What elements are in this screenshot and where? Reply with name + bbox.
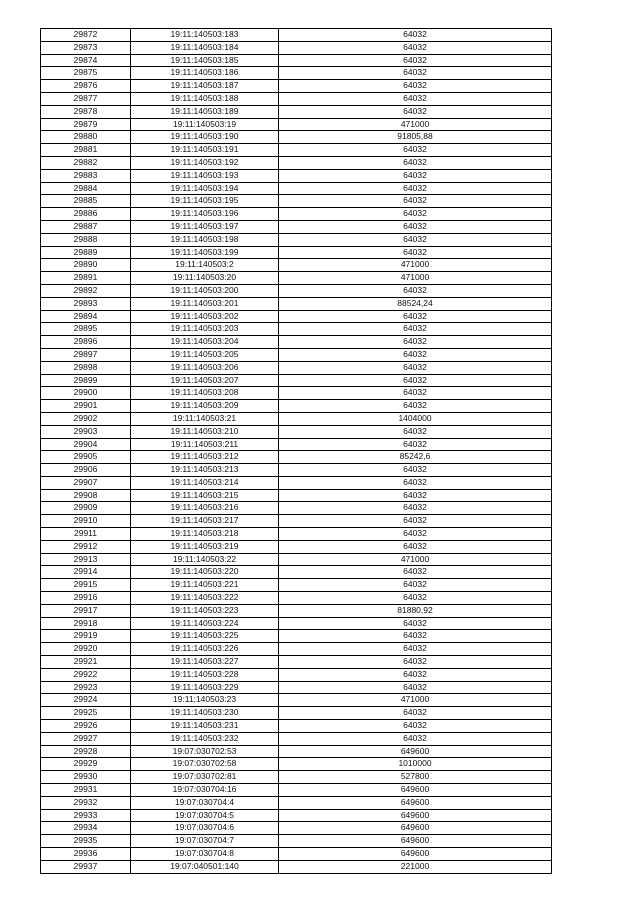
cadastral-number-cell: 19:11:140503:19 <box>131 118 279 131</box>
table-row <box>41 860 552 873</box>
row-number-cell: 29933 <box>41 809 131 822</box>
value-cell: 64032 <box>279 656 552 669</box>
row-number-cell: 29913 <box>41 553 131 566</box>
table-row <box>41 348 552 361</box>
row-number-cell: 29883 <box>41 169 131 182</box>
table-row <box>41 29 552 42</box>
cadastral-number-cell: 19:07:030704:4 <box>131 796 279 809</box>
row-number-cell: 29920 <box>41 643 131 656</box>
table-row <box>41 387 552 400</box>
value-cell: 91805,88 <box>279 131 552 144</box>
cadastral-number-cell: 19:11:140503:200 <box>131 284 279 297</box>
table-row <box>41 41 552 54</box>
row-number-cell: 29877 <box>41 92 131 105</box>
row-number-cell: 29878 <box>41 105 131 118</box>
value-cell: 1010000 <box>279 758 552 771</box>
row-number-cell: 29901 <box>41 400 131 413</box>
value-cell: 64032 <box>279 528 552 541</box>
cadastral-number-cell: 19:11:140503:197 <box>131 220 279 233</box>
value-cell: 64032 <box>279 92 552 105</box>
cadastral-number-cell: 19:11:140503:217 <box>131 515 279 528</box>
row-number-cell: 29886 <box>41 208 131 221</box>
value-cell: 649600 <box>279 822 552 835</box>
cadastral-number-cell: 19:07:030702:53 <box>131 745 279 758</box>
table-row <box>41 105 552 118</box>
table-row <box>41 233 552 246</box>
value-cell: 64032 <box>279 182 552 195</box>
data-table <box>40 28 552 874</box>
cadastral-number-cell: 19:11:140503:229 <box>131 681 279 694</box>
value-cell: 64032 <box>279 732 552 745</box>
value-cell: 64032 <box>279 438 552 451</box>
value-cell: 64032 <box>279 195 552 208</box>
table-row <box>41 412 552 425</box>
row-number-cell: 29908 <box>41 489 131 502</box>
value-cell: 64032 <box>279 67 552 80</box>
table-row <box>41 553 552 566</box>
row-number-cell: 29928 <box>41 745 131 758</box>
table-row <box>41 118 552 131</box>
cadastral-number-cell: 19:07:030702:58 <box>131 758 279 771</box>
value-cell: 64032 <box>279 643 552 656</box>
cadastral-number-cell: 19:11:140503:189 <box>131 105 279 118</box>
table-row <box>41 131 552 144</box>
table-row <box>41 361 552 374</box>
cadastral-number-cell: 19:11:140503:228 <box>131 668 279 681</box>
cadastral-number-cell: 19:11:140503:223 <box>131 604 279 617</box>
value-cell: 64032 <box>279 105 552 118</box>
table-row <box>41 400 552 413</box>
value-cell: 471000 <box>279 259 552 272</box>
value-cell: 64032 <box>279 169 552 182</box>
cadastral-number-cell: 19:11:140503:204 <box>131 336 279 349</box>
value-cell: 64032 <box>279 156 552 169</box>
row-number-cell: 29931 <box>41 784 131 797</box>
value-cell: 64032 <box>279 374 552 387</box>
row-number-cell: 29911 <box>41 528 131 541</box>
table-row <box>41 451 552 464</box>
table-row <box>41 540 552 553</box>
row-number-cell: 29897 <box>41 348 131 361</box>
value-cell: 64032 <box>279 707 552 720</box>
cadastral-number-cell: 19:11:140503:192 <box>131 156 279 169</box>
value-cell: 649600 <box>279 809 552 822</box>
table-body <box>41 29 552 874</box>
row-number-cell: 29907 <box>41 476 131 489</box>
cadastral-number-cell: 19:11:140503:203 <box>131 323 279 336</box>
row-number-cell: 29872 <box>41 29 131 42</box>
row-number-cell: 29922 <box>41 668 131 681</box>
cadastral-number-cell: 19:11:140503:188 <box>131 92 279 105</box>
table-row <box>41 579 552 592</box>
table-row <box>41 476 552 489</box>
value-cell: 471000 <box>279 272 552 285</box>
row-number-cell: 29906 <box>41 464 131 477</box>
table-row <box>41 259 552 272</box>
cadastral-number-cell: 19:07:030702:81 <box>131 771 279 784</box>
cadastral-number-cell: 19:11:140503:208 <box>131 387 279 400</box>
table-row <box>41 630 552 643</box>
cadastral-number-cell: 19:11:140503:210 <box>131 425 279 438</box>
cadastral-number-cell: 19:11:140503:202 <box>131 310 279 323</box>
value-cell: 64032 <box>279 592 552 605</box>
cadastral-number-cell: 19:11:140503:218 <box>131 528 279 541</box>
row-number-cell: 29895 <box>41 323 131 336</box>
row-number-cell: 29909 <box>41 502 131 515</box>
table-row <box>41 835 552 848</box>
row-number-cell: 29919 <box>41 630 131 643</box>
row-number-cell: 29925 <box>41 707 131 720</box>
value-cell: 1404000 <box>279 412 552 425</box>
row-number-cell: 29905 <box>41 451 131 464</box>
cadastral-number-cell: 19:11:140503:212 <box>131 451 279 464</box>
value-cell: 649600 <box>279 848 552 861</box>
cadastral-number-cell: 19:11:140503:183 <box>131 29 279 42</box>
row-number-cell: 29916 <box>41 592 131 605</box>
table-row <box>41 745 552 758</box>
row-number-cell: 29918 <box>41 617 131 630</box>
row-number-cell: 29887 <box>41 220 131 233</box>
row-number-cell: 29936 <box>41 848 131 861</box>
cadastral-number-cell: 19:11:140503:190 <box>131 131 279 144</box>
cadastral-number-cell: 19:11:140503:226 <box>131 643 279 656</box>
table-row <box>41 732 552 745</box>
table-row <box>41 336 552 349</box>
table-row <box>41 566 552 579</box>
cadastral-number-cell: 19:11:140503:185 <box>131 54 279 67</box>
cadastral-number-cell: 19:11:140503:215 <box>131 489 279 502</box>
value-cell: 64032 <box>279 400 552 413</box>
table-row <box>41 771 552 784</box>
row-number-cell: 29881 <box>41 144 131 157</box>
row-number-cell: 29889 <box>41 246 131 259</box>
cadastral-number-cell: 19:11:140503:221 <box>131 579 279 592</box>
row-number-cell: 29912 <box>41 540 131 553</box>
table-row <box>41 144 552 157</box>
table-row <box>41 681 552 694</box>
table-row <box>41 169 552 182</box>
row-number-cell: 29904 <box>41 438 131 451</box>
table-row <box>41 796 552 809</box>
cadastral-number-cell: 19:11:140503:209 <box>131 400 279 413</box>
table-row <box>41 515 552 528</box>
cadastral-number-cell: 19:11:140503:206 <box>131 361 279 374</box>
cadastral-number-cell: 19:11:140503:220 <box>131 566 279 579</box>
row-number-cell: 29902 <box>41 412 131 425</box>
value-cell: 64032 <box>279 310 552 323</box>
cadastral-number-cell: 19:11:140503:191 <box>131 144 279 157</box>
table-row <box>41 208 552 221</box>
row-number-cell: 29934 <box>41 822 131 835</box>
row-number-cell: 29879 <box>41 118 131 131</box>
cadastral-number-cell: 19:11:140503:195 <box>131 195 279 208</box>
table-row <box>41 284 552 297</box>
value-cell: 64032 <box>279 323 552 336</box>
table-row <box>41 848 552 861</box>
row-number-cell: 29875 <box>41 67 131 80</box>
value-cell: 527800 <box>279 771 552 784</box>
value-cell: 64032 <box>279 348 552 361</box>
value-cell: 64032 <box>279 489 552 502</box>
cadastral-number-cell: 19:11:140503:2 <box>131 259 279 272</box>
value-cell: 649600 <box>279 835 552 848</box>
value-cell: 64032 <box>279 502 552 515</box>
value-cell: 64032 <box>279 681 552 694</box>
row-number-cell: 29884 <box>41 182 131 195</box>
row-number-cell: 29890 <box>41 259 131 272</box>
row-number-cell: 29903 <box>41 425 131 438</box>
table-row <box>41 502 552 515</box>
value-cell: 649600 <box>279 784 552 797</box>
value-cell: 64032 <box>279 515 552 528</box>
value-cell: 64032 <box>279 464 552 477</box>
cadastral-number-cell: 19:11:140503:213 <box>131 464 279 477</box>
row-number-cell: 29891 <box>41 272 131 285</box>
row-number-cell: 29892 <box>41 284 131 297</box>
cadastral-number-cell: 19:07:030704:7 <box>131 835 279 848</box>
value-cell: 85242,6 <box>279 451 552 464</box>
row-number-cell: 29882 <box>41 156 131 169</box>
value-cell: 649600 <box>279 796 552 809</box>
table-row <box>41 720 552 733</box>
row-number-cell: 29880 <box>41 131 131 144</box>
cadastral-number-cell: 19:11:140503:205 <box>131 348 279 361</box>
table-row <box>41 220 552 233</box>
table-row <box>41 156 552 169</box>
row-number-cell: 29873 <box>41 41 131 54</box>
row-number-cell: 29899 <box>41 374 131 387</box>
table-row <box>41 67 552 80</box>
table-row <box>41 758 552 771</box>
row-number-cell: 29927 <box>41 732 131 745</box>
value-cell: 64032 <box>279 668 552 681</box>
table-row <box>41 425 552 438</box>
table-row <box>41 822 552 835</box>
table-row <box>41 246 552 259</box>
cadastral-number-cell: 19:11:140503:222 <box>131 592 279 605</box>
table-row <box>41 528 552 541</box>
table-row <box>41 668 552 681</box>
row-number-cell: 29932 <box>41 796 131 809</box>
row-number-cell: 29893 <box>41 297 131 310</box>
table-row <box>41 297 552 310</box>
cadastral-number-cell: 19:11:140503:232 <box>131 732 279 745</box>
row-number-cell: 29896 <box>41 336 131 349</box>
row-number-cell: 29888 <box>41 233 131 246</box>
table-row <box>41 809 552 822</box>
value-cell: 64032 <box>279 630 552 643</box>
cadastral-number-cell: 19:11:140503:207 <box>131 374 279 387</box>
row-number-cell: 29876 <box>41 80 131 93</box>
cadastral-number-cell: 19:11:140503:225 <box>131 630 279 643</box>
value-cell: 64032 <box>279 720 552 733</box>
table-row <box>41 707 552 720</box>
value-cell: 64032 <box>279 361 552 374</box>
cadastral-number-cell: 19:11:140503:184 <box>131 41 279 54</box>
value-cell: 471000 <box>279 553 552 566</box>
value-cell: 88524,24 <box>279 297 552 310</box>
cadastral-number-cell: 19:11:140503:196 <box>131 208 279 221</box>
cadastral-number-cell: 19:07:030704:16 <box>131 784 279 797</box>
row-number-cell: 29910 <box>41 515 131 528</box>
value-cell: 64032 <box>279 220 552 233</box>
row-number-cell: 29937 <box>41 860 131 873</box>
cadastral-number-cell: 19:07:030704:5 <box>131 809 279 822</box>
cadastral-number-cell: 19:11:140503:23 <box>131 694 279 707</box>
value-cell: 64032 <box>279 41 552 54</box>
cadastral-number-cell: 19:11:140503:214 <box>131 476 279 489</box>
cadastral-number-cell: 19:11:140503:22 <box>131 553 279 566</box>
value-cell: 64032 <box>279 284 552 297</box>
value-cell: 64032 <box>279 476 552 489</box>
cadastral-number-cell: 19:11:140503:211 <box>131 438 279 451</box>
table-row <box>41 592 552 605</box>
row-number-cell: 29915 <box>41 579 131 592</box>
cadastral-number-cell: 19:11:140503:199 <box>131 246 279 259</box>
value-cell: 64032 <box>279 566 552 579</box>
value-cell: 64032 <box>279 540 552 553</box>
table-row <box>41 92 552 105</box>
row-number-cell: 29924 <box>41 694 131 707</box>
row-number-cell: 29874 <box>41 54 131 67</box>
value-cell: 64032 <box>279 54 552 67</box>
value-cell: 64032 <box>279 246 552 259</box>
cadastral-number-cell: 19:11:140503:219 <box>131 540 279 553</box>
row-number-cell: 29885 <box>41 195 131 208</box>
cadastral-number-cell: 19:11:140503:21 <box>131 412 279 425</box>
cadastral-number-cell: 19:11:140503:198 <box>131 233 279 246</box>
value-cell: 81880,92 <box>279 604 552 617</box>
cadastral-number-cell: 19:11:140503:227 <box>131 656 279 669</box>
cadastral-number-cell: 19:07:030704:6 <box>131 822 279 835</box>
value-cell: 64032 <box>279 29 552 42</box>
table-row <box>41 438 552 451</box>
table-row <box>41 604 552 617</box>
table-row <box>41 374 552 387</box>
row-number-cell: 29917 <box>41 604 131 617</box>
cadastral-number-cell: 19:07:030704:8 <box>131 848 279 861</box>
value-cell: 64032 <box>279 233 552 246</box>
table-row <box>41 182 552 195</box>
cadastral-number-cell: 19:11:140503:231 <box>131 720 279 733</box>
table-row <box>41 489 552 502</box>
value-cell: 64032 <box>279 425 552 438</box>
table-row <box>41 80 552 93</box>
table-row <box>41 694 552 707</box>
row-number-cell: 29921 <box>41 656 131 669</box>
value-cell: 471000 <box>279 118 552 131</box>
table-row <box>41 784 552 797</box>
row-number-cell: 29898 <box>41 361 131 374</box>
cadastral-number-cell: 19:11:140503:230 <box>131 707 279 720</box>
value-cell: 471000 <box>279 694 552 707</box>
row-number-cell: 29900 <box>41 387 131 400</box>
table-row <box>41 195 552 208</box>
row-number-cell: 29930 <box>41 771 131 784</box>
value-cell: 64032 <box>279 80 552 93</box>
cadastral-number-cell: 19:11:140503:194 <box>131 182 279 195</box>
cadastral-number-cell: 19:11:140503:201 <box>131 297 279 310</box>
table-row <box>41 323 552 336</box>
row-number-cell: 29923 <box>41 681 131 694</box>
table-row <box>41 617 552 630</box>
table-row <box>41 643 552 656</box>
table-row <box>41 272 552 285</box>
table-row <box>41 464 552 477</box>
cadastral-number-cell: 19:11:140503:186 <box>131 67 279 80</box>
row-number-cell: 29914 <box>41 566 131 579</box>
cadastral-number-cell: 19:07:040501:140 <box>131 860 279 873</box>
cadastral-number-cell: 19:11:140503:224 <box>131 617 279 630</box>
value-cell: 64032 <box>279 617 552 630</box>
table-row <box>41 310 552 323</box>
row-number-cell: 29894 <box>41 310 131 323</box>
value-cell: 221000 <box>279 860 552 873</box>
row-number-cell: 29929 <box>41 758 131 771</box>
value-cell: 64032 <box>279 336 552 349</box>
value-cell: 649600 <box>279 745 552 758</box>
value-cell: 64032 <box>279 144 552 157</box>
value-cell: 64032 <box>279 387 552 400</box>
table-row <box>41 54 552 67</box>
value-cell: 64032 <box>279 208 552 221</box>
cadastral-number-cell: 19:11:140503:20 <box>131 272 279 285</box>
row-number-cell: 29935 <box>41 835 131 848</box>
cadastral-number-cell: 19:11:140503:187 <box>131 80 279 93</box>
cadastral-number-cell: 19:11:140503:193 <box>131 169 279 182</box>
value-cell: 64032 <box>279 579 552 592</box>
table-row <box>41 656 552 669</box>
row-number-cell: 29926 <box>41 720 131 733</box>
cadastral-number-cell: 19:11:140503:216 <box>131 502 279 515</box>
